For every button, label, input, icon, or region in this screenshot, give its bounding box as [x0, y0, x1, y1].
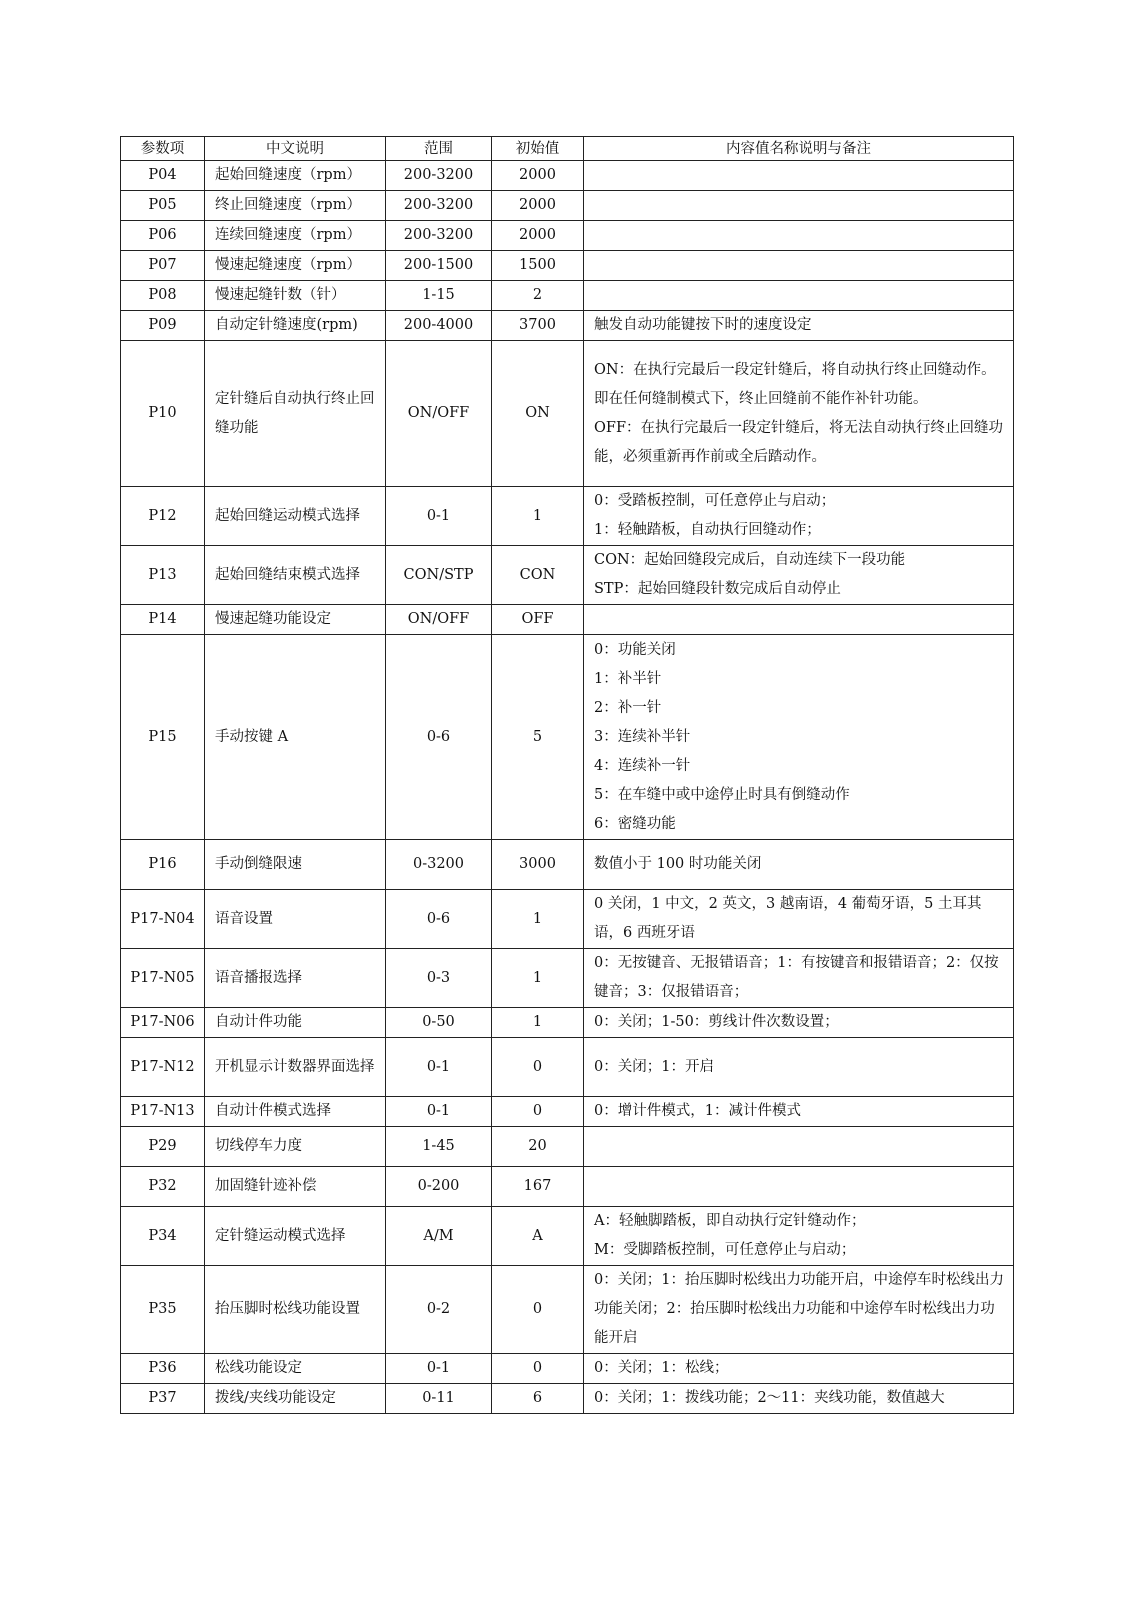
param-cell: P17-N06	[121, 1008, 205, 1038]
param-cell: P17-N04	[121, 890, 205, 949]
range-cell: 0-50	[386, 1008, 492, 1038]
table-row	[121, 1354, 1014, 1384]
note-line: 0：受踏板控制，可任意停止与启动；	[594, 493, 836, 509]
param-cell: P17-N05	[121, 949, 205, 1008]
note-line: M：受脚踏板控制，可任意停止与启动；	[594, 1242, 856, 1258]
notes-cell	[584, 487, 1014, 546]
default-cell: 2000	[492, 221, 584, 251]
default-cell: 0	[492, 1266, 584, 1354]
header-param: 参数项	[121, 137, 205, 161]
desc-cell: 抬压脚时松线功能设置	[205, 1266, 386, 1354]
desc-cell: 自动计件功能	[205, 1008, 386, 1038]
range-cell: 0-3	[386, 949, 492, 1008]
param-cell: P29	[121, 1127, 205, 1167]
desc-cell: 终止回缝速度（rpm）	[205, 191, 386, 221]
param-cell: P35	[121, 1266, 205, 1354]
range-cell: 0-11	[386, 1384, 492, 1414]
note-line: 6：密缝功能	[594, 815, 676, 832]
table-row	[121, 281, 1014, 311]
header-desc: 中文说明	[205, 137, 386, 161]
param-cell: P08	[121, 281, 205, 311]
notes-cell	[584, 191, 1014, 221]
note-line: 0：无按键音、无报错语音；1：有按键音和报错语音；2：仅按键音；3：仅报错语音；	[594, 955, 999, 1000]
range-cell: 200-4000	[386, 311, 492, 341]
range-cell: 0-2	[386, 1266, 492, 1354]
note-line: 5：在车缝中或中途停止时具有倒缝动作	[594, 786, 850, 803]
table-row	[121, 1207, 1014, 1266]
desc-cell: 起始回缝结束模式选择	[205, 546, 386, 605]
desc-cell: 自动计件模式选择	[205, 1097, 386, 1127]
note-line: CON：起始回缝段完成后，自动连续下一段功能	[594, 552, 906, 568]
range-cell: 200-3200	[386, 161, 492, 191]
param-cell: P06	[121, 221, 205, 251]
default-cell: 167	[492, 1167, 584, 1207]
default-cell: 1	[492, 890, 584, 949]
note-line: ON：在执行完最后一段定针缝后，将自动执行终止回缝动作。即在任何缝制模式下，终止回缝前不能作补针功能。	[594, 361, 996, 407]
param-cell: P04	[121, 161, 205, 191]
notes-cell	[584, 605, 1014, 635]
default-cell: 3700	[492, 311, 584, 341]
parameter-table	[120, 136, 1014, 1414]
range-cell: 0-6	[386, 890, 492, 949]
table-row	[121, 1266, 1014, 1354]
range-cell: CON/STP	[386, 546, 492, 605]
param-cell: P17-N12	[121, 1038, 205, 1097]
table-row	[121, 1127, 1014, 1167]
default-cell: ON	[492, 341, 584, 487]
range-cell: 1-45	[386, 1127, 492, 1167]
default-cell: 5	[492, 635, 584, 840]
default-cell: OFF	[492, 605, 584, 635]
table-row	[121, 605, 1014, 635]
desc-cell: 切线停车力度	[205, 1127, 386, 1167]
notes-cell	[584, 251, 1014, 281]
default-cell: 1	[492, 487, 584, 546]
param-cell: P15	[121, 635, 205, 840]
desc-cell: 连续回缝速度（rpm）	[205, 221, 386, 251]
table-row	[121, 1384, 1014, 1414]
notes-cell	[584, 221, 1014, 251]
default-cell: 6	[492, 1384, 584, 1414]
default-cell: 20	[492, 1127, 584, 1167]
param-cell: P09	[121, 311, 205, 341]
desc-cell: 慢速起缝功能设定	[205, 605, 386, 635]
table-row	[121, 1167, 1014, 1207]
param-cell: P36	[121, 1354, 205, 1384]
table-row	[121, 191, 1014, 221]
range-cell: 0-1	[386, 487, 492, 546]
range-cell: 200-1500	[386, 251, 492, 281]
range-cell: 1-15	[386, 281, 492, 311]
note-line: OFF：在执行完最后一段定针缝后，将无法自动执行终止回缝功能，必须重新再作前或全后踏动作。	[594, 419, 1004, 465]
param-cell: P37	[121, 1384, 205, 1414]
desc-cell: 慢速起缝速度（rpm）	[205, 251, 386, 281]
table-header-row	[121, 137, 1014, 161]
note-line: 2：补一针	[594, 699, 662, 716]
range-cell: 0-1	[386, 1097, 492, 1127]
note-line: 0：功能关闭	[594, 641, 676, 658]
desc-cell: 定针缝后自动执行终止回缝功能	[205, 341, 386, 487]
default-cell: 0	[492, 1354, 584, 1384]
param-cell: P34	[121, 1207, 205, 1266]
range-cell: 200-3200	[386, 221, 492, 251]
table-row	[121, 487, 1014, 546]
note-line: 4：连续补一针	[594, 757, 691, 774]
header-notes: 内容值名称说明与备注	[584, 137, 1014, 161]
notes-cell	[584, 1097, 1014, 1127]
default-cell: 3000	[492, 840, 584, 890]
table-row	[121, 1008, 1014, 1038]
header-default: 初始值	[492, 137, 584, 161]
desc-cell: 定针缝运动模式选择	[205, 1207, 386, 1266]
range-cell: 0-3200	[386, 840, 492, 890]
default-cell: 1	[492, 949, 584, 1008]
table-row	[121, 161, 1014, 191]
default-cell: CON	[492, 546, 584, 605]
default-cell: 0	[492, 1038, 584, 1097]
note-line: 0：关闭；1：松线；	[594, 1360, 729, 1376]
desc-cell: 拨线/夹线功能设定	[205, 1384, 386, 1414]
desc-cell: 开机显示计数器界面选择	[205, 1038, 386, 1097]
default-cell: 1	[492, 1008, 584, 1038]
desc-cell: 语音播报选择	[205, 949, 386, 1008]
table-row	[121, 1097, 1014, 1127]
param-cell: P17-N13	[121, 1097, 205, 1127]
note-line: 0：增计件模式，1：减计件模式	[594, 1103, 801, 1119]
default-cell: 2	[492, 281, 584, 311]
default-cell: 1500	[492, 251, 584, 281]
notes-cell	[584, 949, 1014, 1008]
notes-cell	[584, 635, 1014, 840]
default-cell: 0	[492, 1097, 584, 1127]
note-line: 触发自动功能键按下时的速度设定	[594, 317, 812, 333]
desc-cell: 手动按键 A	[205, 635, 386, 840]
note-line: 0 关闭，1 中文，2 英文，3 越南语，4 葡萄牙语，5 土耳其语，6 西班牙语	[594, 896, 982, 941]
note-line: 0：关闭；1：拨线功能；2～11：夹线功能，数值越大	[594, 1390, 945, 1406]
desc-cell: 手动倒缝限速	[205, 840, 386, 890]
notes-cell	[584, 890, 1014, 949]
range-cell: 0-200	[386, 1167, 492, 1207]
param-cell: P07	[121, 251, 205, 281]
notes-cell	[584, 161, 1014, 191]
desc-cell: 语音设置	[205, 890, 386, 949]
note-line: 0：关闭；1-50：剪线计件次数设置；	[594, 1014, 839, 1030]
table-row	[121, 251, 1014, 281]
range-cell: ON/OFF	[386, 341, 492, 487]
range-cell: A/M	[386, 1207, 492, 1266]
param-cell: P13	[121, 546, 205, 605]
range-cell: ON/OFF	[386, 605, 492, 635]
note-line: 0：关闭；1：开启	[594, 1058, 714, 1075]
note-line: A：轻触脚踏板，即自动执行定针缝动作；	[594, 1213, 866, 1229]
note-line: 1：补半针	[594, 670, 662, 687]
table-row	[121, 635, 1014, 840]
header-range: 范围	[386, 137, 492, 161]
param-cell: P32	[121, 1167, 205, 1207]
notes-cell	[584, 1354, 1014, 1384]
param-cell: P16	[121, 840, 205, 890]
table-row	[121, 311, 1014, 341]
desc-cell: 慢速起缝针数（针）	[205, 281, 386, 311]
table-row	[121, 221, 1014, 251]
notes-cell	[584, 1207, 1014, 1266]
desc-cell: 起始回缝速度（rpm）	[205, 161, 386, 191]
notes-cell	[584, 1038, 1014, 1097]
note-line: 3：连续补半针	[594, 728, 691, 745]
note-line: 数值小于 100 时功能关闭	[594, 856, 762, 872]
desc-cell: 起始回缝运动模式选择	[205, 487, 386, 546]
table-row	[121, 1038, 1014, 1097]
notes-cell	[584, 546, 1014, 605]
desc-cell: 松线功能设定	[205, 1354, 386, 1384]
range-cell: 200-3200	[386, 191, 492, 221]
note-line: STP：起始回缝段针数完成后自动停止	[594, 581, 841, 597]
range-cell: 0-6	[386, 635, 492, 840]
default-cell: 2000	[492, 191, 584, 221]
table-row	[121, 890, 1014, 949]
table-body	[121, 161, 1014, 1414]
notes-cell	[584, 1167, 1014, 1207]
table-row	[121, 949, 1014, 1008]
param-cell: P10	[121, 341, 205, 487]
note-line: 1：轻触踏板，自动执行回缝动作；	[594, 522, 821, 538]
notes-cell	[584, 281, 1014, 311]
table-row	[121, 546, 1014, 605]
notes-cell	[584, 341, 1014, 487]
default-cell: A	[492, 1207, 584, 1266]
notes-cell	[584, 311, 1014, 341]
desc-cell: 加固缝针迹补偿	[205, 1167, 386, 1207]
param-cell: P12	[121, 487, 205, 546]
param-cell: P05	[121, 191, 205, 221]
notes-cell	[584, 1266, 1014, 1354]
note-line: 0：关闭；1：抬压脚时松线出力功能开启，中途停车时松线出力功能关闭；2：抬压脚时松线出力功能和中途停车时松线出力功能开启	[594, 1272, 1004, 1346]
notes-cell	[584, 1384, 1014, 1414]
param-cell: P14	[121, 605, 205, 635]
table-row	[121, 341, 1014, 487]
notes-cell	[584, 1127, 1014, 1167]
range-cell: 0-1	[386, 1038, 492, 1097]
desc-cell: 自动定针缝速度(rpm)	[205, 311, 386, 341]
notes-cell	[584, 840, 1014, 890]
table-row	[121, 840, 1014, 890]
notes-cell	[584, 1008, 1014, 1038]
default-cell: 2000	[492, 161, 584, 191]
range-cell: 0-1	[386, 1354, 492, 1384]
